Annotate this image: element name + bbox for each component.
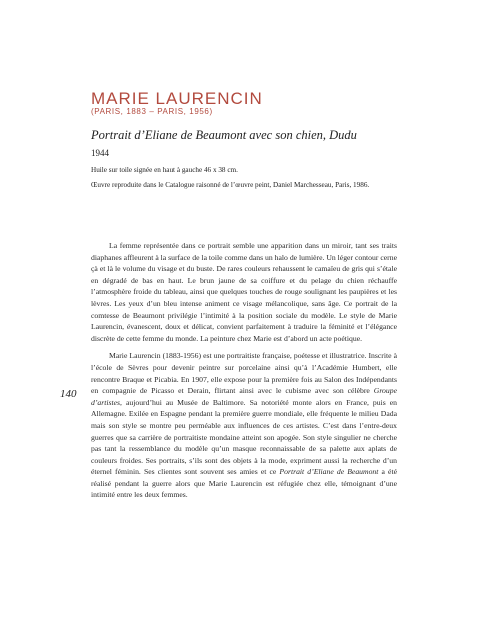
artwork-reference-italic: Portrait d’Eliane de Beaumont	[279, 467, 379, 477]
page-number: 140	[60, 388, 77, 400]
artwork-reference-italic: Groupe d’artistes	[91, 386, 397, 407]
bio-text: , aujourd’hui au Musée de Baltimore. Sa notoriété monte alors en France, puis en Allemagne. Exilée en Espagne pendant la première guerre mondiale, elle fréquente le milieu Dada mais son style se montre peu perméable aux influences de ces artistes. C’est dans l’entre-deux guerres que sa carrière de portraitiste mondaine atteint son apogée. Son style singulier ne cherche pas tant la ressemblance du modèle qu’un masque reconnaissable de sa palette aux aplats de couleurs froides. Ses portraits, s’ils sont des objets à la mode, expriment aussi la recherche d’un éternel féminin. Ses clientes sont souvent ses amies et ce	[91, 397, 397, 477]
artwork-reference: Œuvre reproduite dans le Catalogue raisonné de l’œuvre peint, Daniel Marchesseau, Paris, 1986.	[91, 181, 370, 189]
artwork-title: Portrait d’Eliane de Beaumont avec son chien, Dudu	[91, 128, 357, 142]
paragraph-biography	[91, 350, 397, 501]
artist-dates: (PARIS, 1883 – PARIS, 1956)	[91, 107, 213, 116]
paragraph-description: La femme représentée dans ce portrait semble une apparition dans un miroir, tant ses traits diaphanes affleurent à la surface de la toile comme dans un halo de lumière. Un léger contour cerne çà et là le volume du visage et du buste. De rares couleurs rehaussent le camaïeu de gris qui s’étale en dégradé de bas en haut. Le brun jaune de sa coiffure et du pelage du chien réchauffe l’atmosphère froide du tableau, ainsi que quelques touches de rouge soulignant les paupières et les lèvres. Les yeux d’un bleu intense animent ce visage mélancolique, sans âge. Ce portrait de la comtesse de Beaumont privilégie l’intimité à la position sociale du modèle. Le style de Marie Laurencin, évanescent, doux et délicat, convient parfaitement à traduire la féminité et l’élégance discrète de cette femme du monde. La peinture chez Marie est d’abord un acte poétique.	[91, 241, 397, 343]
artist-name: MARIE LAURENCIN	[91, 89, 263, 108]
body-text	[91, 240, 397, 507]
artwork-medium: Huile sur toile signée en haut à gauche 46 x 38 cm.	[91, 166, 238, 174]
artwork-year: 1944	[91, 148, 109, 158]
bio-text: a été réalisé pendant la guerre alors que Marie Laurencin est réfugiée chez elle, témoignant d’une intimité entre les deux femmes.	[91, 467, 397, 500]
bio-text: Marie Laurencin (1883-1956) est une portraitiste française, poétesse et illustratrice. Inscrite à l’école de Sèvres pour devenir peintre sur porcelaine ainsi qu’à l’Académie Humbert, elle rencontre Braque et Picabia. En 1907, elle expose pour la première fois au Salon des Indépendants en compagnie de Picasso et Derain, flirtant ainsi avec le cubisme avec son célèbre	[91, 351, 397, 396]
